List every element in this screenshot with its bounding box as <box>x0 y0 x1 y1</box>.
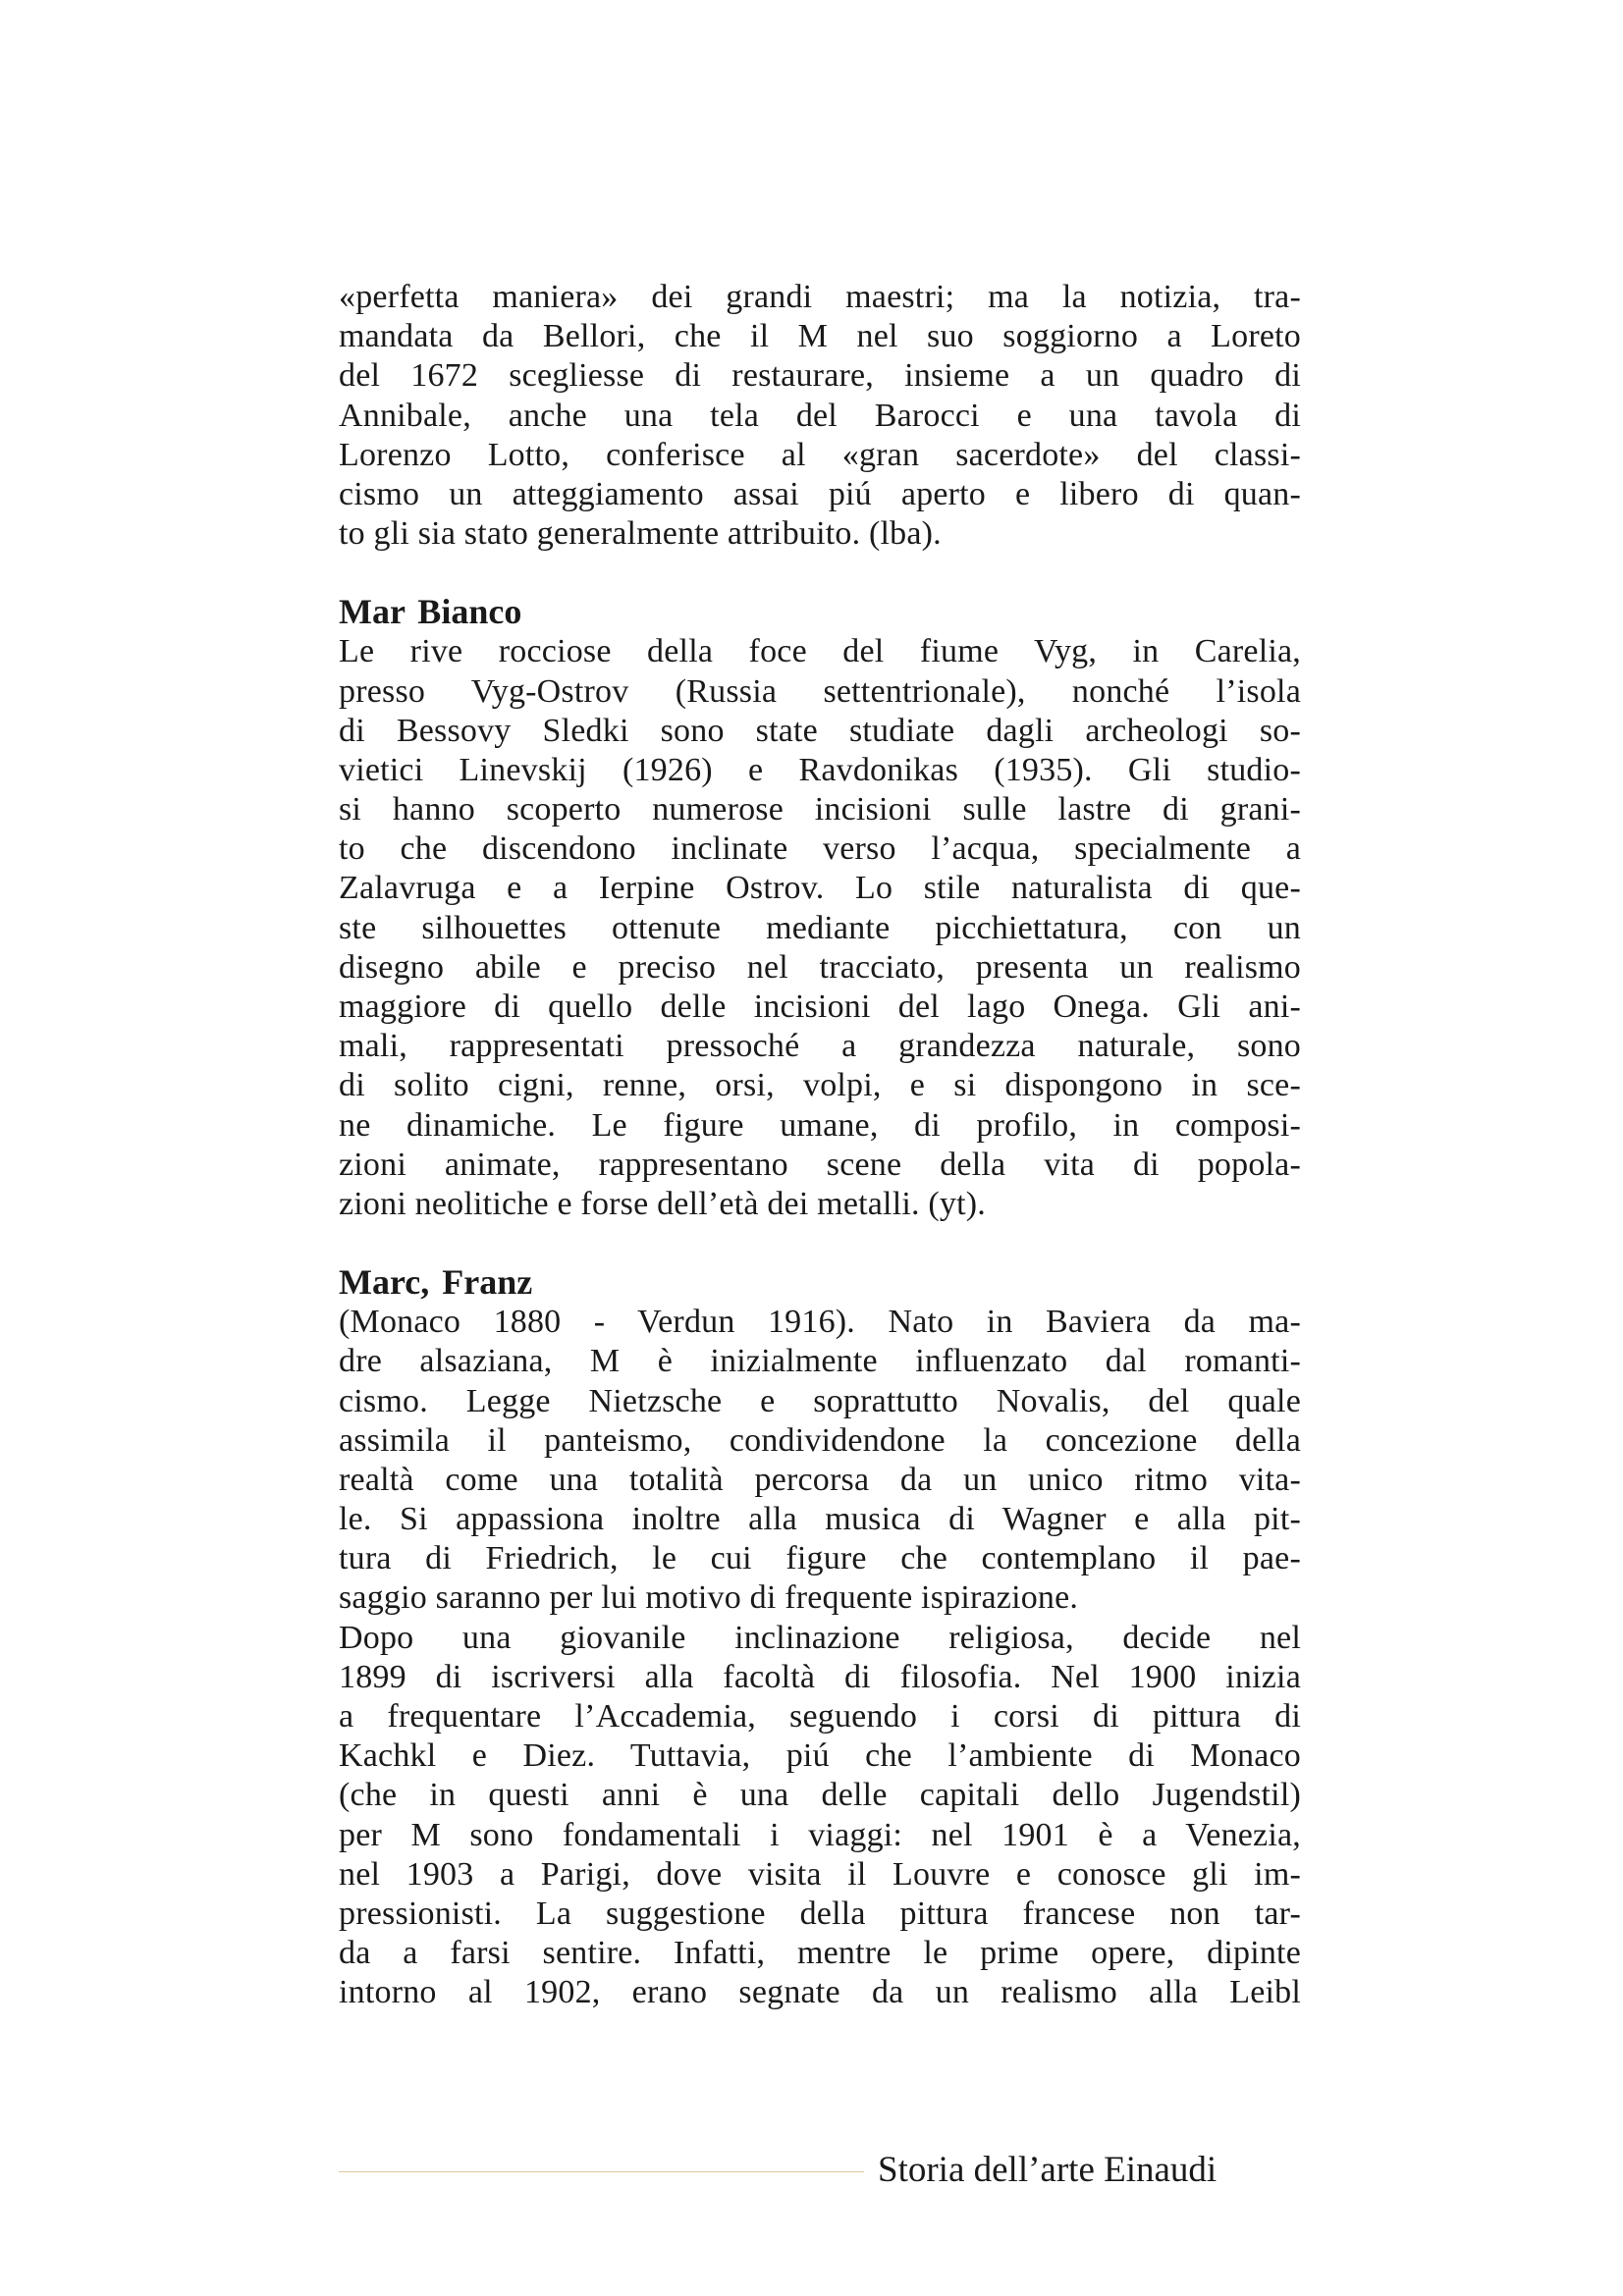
text-line: mali, rappresentati pressoché a grandezza naturale, sono <box>339 1028 1301 1065</box>
text-line: intorno al 1902, erano segnate da un realismo alla Leibl <box>339 1974 1301 2011</box>
text-line: presso Vyg-Ostrov (Russia settentrionale), nonché l’isola <box>339 672 1301 710</box>
section-gap <box>339 554 1301 591</box>
text-line: da a farsi sentire. Infatti, mentre le prime opere, dipinte <box>339 1935 1301 1972</box>
text-line: 1899 di iscriversi alla facoltà di filosofia. Nel 1900 inizia <box>339 1658 1301 1695</box>
text-line: Kachkl e Diez. Tuttavia, piú che l’ambiente di Monaco <box>339 1737 1301 1775</box>
text-line: di Bessovy Sledki sono state studiate dagli archeologi so- <box>339 712 1301 749</box>
text-line: zioni neolitiche e forse dell’età dei metalli. (yt). <box>339 1185 986 1222</box>
text-line: a frequentare l’Accademia, seguendo i corsi di pittura di <box>339 1698 1301 1735</box>
text-line: Dopo una giovanile inclinazione religiosa, decide nel <box>339 1619 1301 1656</box>
text-line: realtà come una totalità percorsa da un unico ritmo vita- <box>339 1461 1301 1498</box>
text-line: (Monaco 1880 - Verdun 1916). Nato in Baviera da ma- <box>339 1304 1301 1341</box>
intro-paragraph <box>339 278 1301 554</box>
text-line: cismo un atteggiamento assai piú aperto e libero di quan- <box>339 475 1301 512</box>
text-line: saggio saranno per lui motivo di frequente ispirazione. <box>339 1579 1079 1617</box>
text-line: zioni animate, rappresentano scene della vita di popola- <box>339 1146 1301 1183</box>
footer-title: Storia dell’arte Einaudi <box>878 2150 1217 2190</box>
text-line: Lorenzo Lotto, conferisce al «gran sacerdote» del classi- <box>339 436 1301 473</box>
page-body <box>339 278 1301 2013</box>
text-line: «perfetta maniera» dei grandi maestri; ma la notizia, tra- <box>339 279 1301 315</box>
text-line: assimila il panteismo, condividendone la concezione della <box>339 1421 1301 1459</box>
text-line: to che discendono inclinate verso l’acqua, specialmente a <box>339 830 1301 868</box>
text-line: maggiore di quello delle incisioni del lago Onega. Gli ani- <box>339 988 1301 1025</box>
text-line: Annibale, anche una tela del Barocci e una tavola di <box>339 397 1301 434</box>
text-line: mandata da Bellori, che il M nel suo soggiorno a Loreto <box>339 318 1301 355</box>
text-line: per M sono fondamentali i viaggi: nel 1901 è a Venezia, <box>339 1816 1301 1853</box>
text-line: Zalavruga e a Ierpine Ostrov. Lo stile naturalista di que- <box>339 870 1301 907</box>
text-line: cismo. Legge Nietzsche e soprattutto Novalis, del quale <box>339 1382 1301 1419</box>
text-line: vietici Linevskij (1926) e Ravdonikas (1935). Gli studio- <box>339 751 1301 788</box>
text-line: nel 1903 a Parigi, dove visita il Louvre e conosce gli im- <box>339 1855 1301 1893</box>
entry-heading: Mar Bianco <box>339 592 522 632</box>
entry-mar-bianco <box>339 591 1301 1224</box>
text-line: to gli sia stato generalmente attribuito. (lba). <box>339 515 942 553</box>
text-line: si hanno scoperto numerose incisioni sulle lastre di grani- <box>339 791 1301 828</box>
text-line: le. Si appassiona inoltre alla musica di Wagner e alla pit- <box>339 1501 1301 1538</box>
text-line: pressionisti. La suggestione della pittura francese non tar- <box>339 1895 1301 1932</box>
footer-rule <box>339 2171 864 2172</box>
text-line: ne dinamiche. Le figure umane, di profilo, in composi- <box>339 1106 1301 1144</box>
text-line: (che in questi anni è una delle capitali dello Jugendstil) <box>339 1777 1301 1814</box>
section-gap <box>339 1224 1301 1261</box>
text-line: disegno abile e preciso nel tracciato, presenta un realismo <box>339 948 1301 986</box>
entry-marc-franz <box>339 1261 1301 2012</box>
text-line: del 1672 scegliesse di restaurare, insieme a un quadro di <box>339 357 1301 395</box>
text-line: dre alsaziana, M è inizialmente influenzato dal romanti- <box>339 1343 1301 1380</box>
text-line: di solito cigni, renne, orsi, volpi, e si dispongono in sce- <box>339 1067 1301 1104</box>
text-line: Le rive rocciose della foce del fiume Vyg, in Carelia, <box>339 633 1301 670</box>
text-line: tura di Friedrich, le cui figure che contemplano il pae- <box>339 1540 1301 1577</box>
entry-heading: Marc, Franz <box>339 1262 533 1303</box>
text-line: ste silhouettes ottenute mediante picchiettatura, con un <box>339 909 1301 946</box>
